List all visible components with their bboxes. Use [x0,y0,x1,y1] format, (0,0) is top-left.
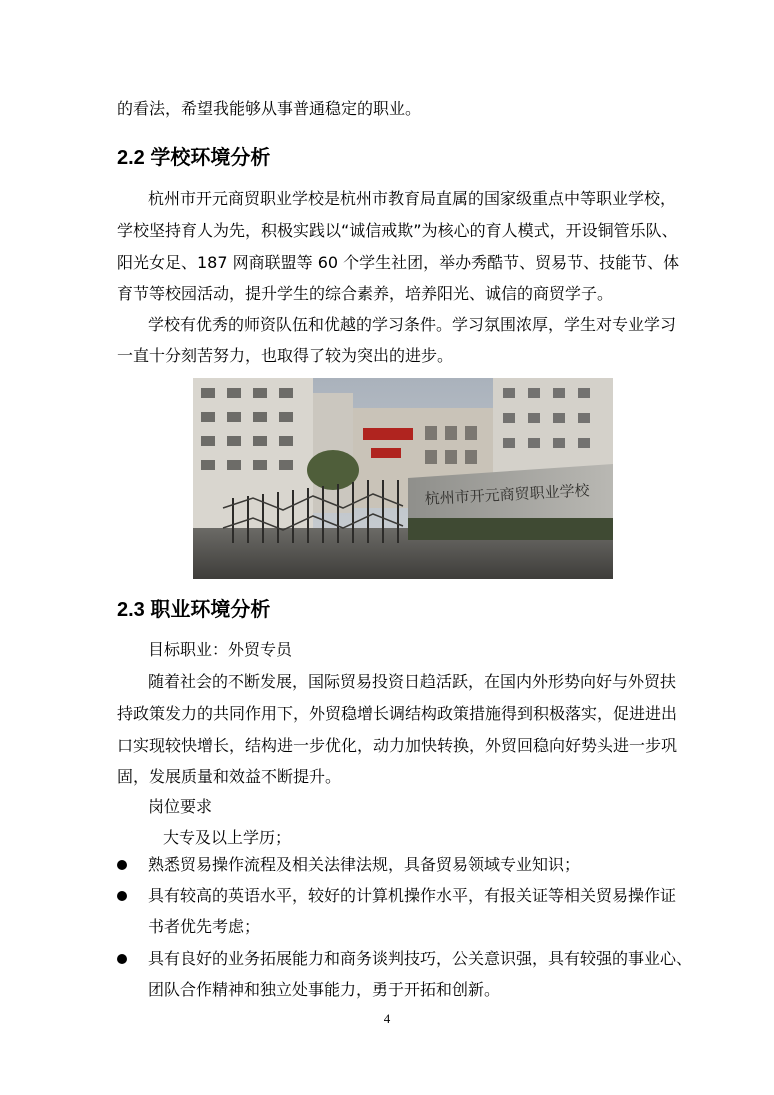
school-paragraph-line: 阳光女足、187 网商联盟等 60 个学生社团，举办秀酷节、贸易节、技能节、体 [117,253,680,272]
section-heading-2-3: 2.3 职业环境分析 [117,599,271,621]
requirement-item: 熟悉贸易操作流程及相关法律法规，具备贸易领域专业知识； [148,855,581,874]
page-number: 4 [383,1011,391,1026]
requirement-item: 具有良好的业务拓展能力和商务谈判技巧，公关意识强，具有较强的事业心、 [148,949,693,968]
requirement-item: 具有较高的英语水平，较好的计算机操作水平，有报关证等相关贸易操作证 [148,886,677,905]
paragraph-continuation: 的看法，希望我能够从事普通稳定的职业。 [117,99,422,118]
section-heading-2-2: 2.2 学校环境分析 [117,147,271,169]
school-gate-photo [193,378,613,579]
bullet-icon [117,860,127,870]
requirements-title: 岗位要求 [148,797,213,816]
target-job-line: 目标职业：外贸专员 [148,640,293,659]
school-paragraph-line: 杭州市开元商贸职业学校是杭州市教育局直属的国家级重点中等职业学校， [148,189,677,208]
school-sign-text: 杭州市开元商贸职业学校 [424,481,590,508]
school-paragraph-line: 学校有优秀的师资队伍和优越的学习条件。学习氛围浓厚，学生对专业学习 [148,315,677,334]
requirement-item: 大专及以上学历； [163,828,292,847]
career-paragraph-line: 持政策发力的共同作用下，外贸稳增长调结构政策措施得到积极落实，促进进出 [117,704,678,723]
career-paragraph-line: 随着社会的不断发展，国际贸易投资日趋活跃，在国内外形势向好与外贸扶 [148,672,677,691]
requirement-item: 团队合作精神和独立处事能力，勇于开拓和创新。 [148,980,501,999]
school-paragraph-line: 育节等校园活动，提升学生的综合素养，培养阳光、诚信的商贸学子。 [117,284,614,303]
career-paragraph-line: 口实现较快增长，结构进一步优化，动力加快转换，外贸回稳向好势头进一步巩 [117,736,678,755]
school-paragraph-line: 学校坚持育人为先，积极实践以“诚信戒欺”为核心的育人模式，开设铜管乐队、 [117,221,678,240]
bullet-icon [117,954,127,964]
career-paragraph-line: 固，发展质量和效益不断提升。 [117,767,342,786]
school-paragraph-line: 一直十分刻苦努力，也取得了较为突出的进步。 [117,346,454,365]
bullet-icon [117,891,127,901]
requirement-item: 书者优先考虑； [148,917,261,936]
